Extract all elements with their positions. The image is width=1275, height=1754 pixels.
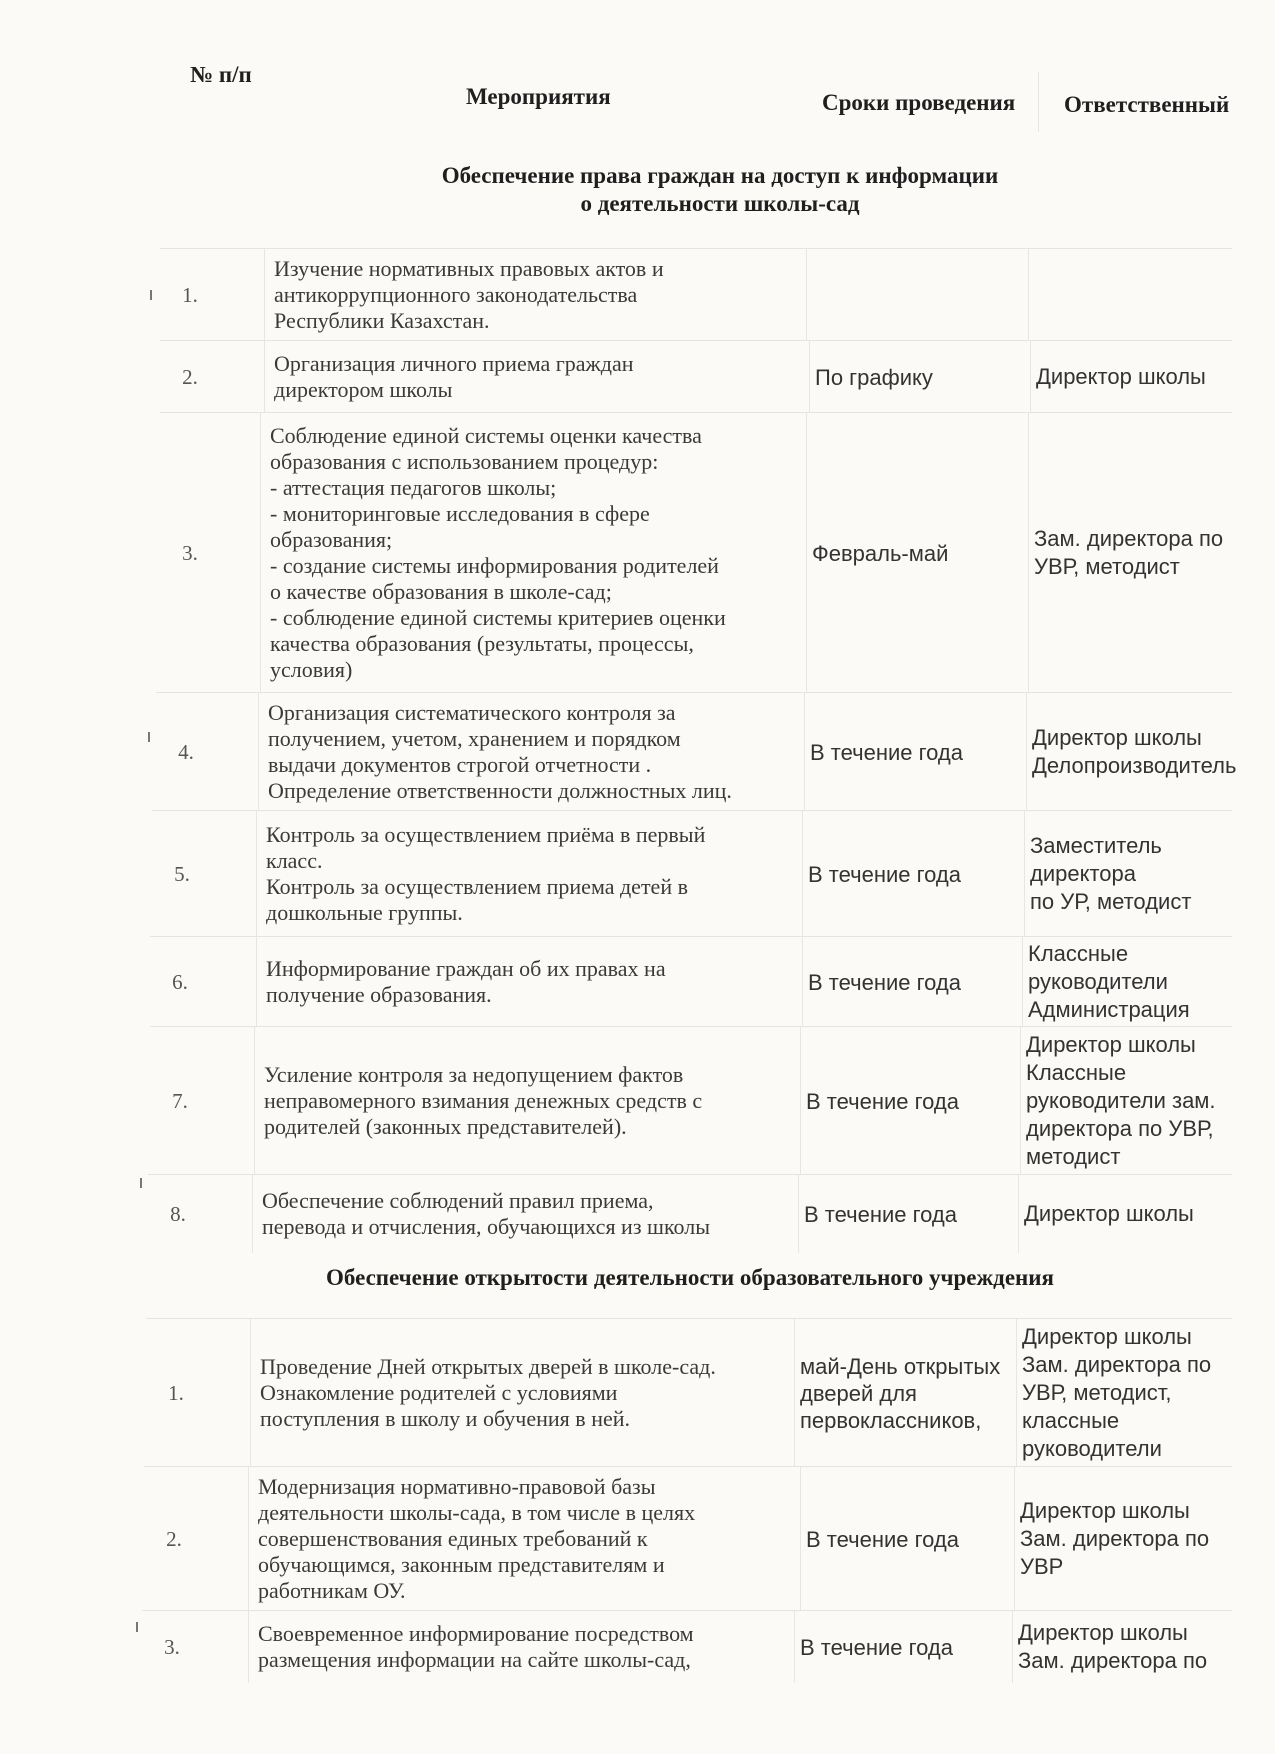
table-row: [142, 1610, 1232, 1683]
header-activity: Мероприятия: [466, 84, 611, 109]
column-divider: [248, 1467, 249, 1611]
table-row: [152, 810, 1232, 937]
column-divider: [1028, 413, 1029, 693]
column-divider: [256, 811, 257, 937]
column-divider: [804, 693, 805, 811]
row-number: 2.: [182, 364, 198, 389]
column-divider: [254, 1027, 255, 1175]
column-divider: [1026, 693, 1027, 811]
row-dates: В течение года: [808, 861, 961, 887]
row-dates: В течение года: [806, 1088, 959, 1114]
column-divider: [806, 249, 807, 341]
header-dates: Cроки проведения: [822, 90, 1016, 115]
scan-mark: [140, 1178, 142, 1188]
column-divider: [794, 1319, 795, 1467]
column-divider: [260, 413, 261, 693]
section-2-title: Обеспечение открытости деятельности образовательного учреждения: [326, 1265, 1054, 1290]
row-responsible: Директор школы: [1024, 1201, 1194, 1226]
table-row: [160, 248, 1232, 341]
header-num: № п/п: [190, 62, 252, 87]
table-row: [150, 936, 1232, 1027]
row-responsible: Директор школы Зам. директора по УВР: [1020, 1498, 1210, 1579]
column-divider: [802, 811, 803, 937]
row-dates: В течение года: [804, 1201, 957, 1227]
scan-mark: [136, 1622, 138, 1632]
column-divider: [256, 937, 257, 1027]
column-divider: [802, 937, 803, 1027]
column-divider: [800, 1027, 801, 1175]
row-number: 1.: [182, 282, 198, 307]
row-activity: Контроль за осуществлением приёма в первый класс. Контроль за осуществлением приема детей в дошкольные группы.: [266, 822, 706, 925]
row-activity: Своевременное информирование посредством размещения информации на сайте школы-сад,: [258, 1621, 694, 1672]
header-divider: [1038, 72, 1039, 132]
row-responsible: Директор школы Классные руководители зам. директора по УВР, методист: [1026, 1032, 1216, 1169]
row-dates: Февраль-май: [812, 540, 949, 566]
row-dates: В течение года: [808, 969, 961, 995]
column-divider: [248, 1611, 249, 1683]
row-number: 2.: [166, 1526, 182, 1551]
row-responsible: Директор школы: [1036, 364, 1206, 389]
row-number: 1.: [168, 1380, 184, 1405]
column-divider: [1022, 937, 1023, 1027]
row-activity: Проведение Дней открытых дверей в школе-сад. Ознакомление родителей с условиями поступления в школу и обучения в ней.: [260, 1354, 716, 1431]
row-activity: Информирование граждан об их правах на получение образования.: [266, 956, 666, 1007]
table-row: [148, 1174, 1232, 1253]
table-row: [160, 340, 1232, 413]
header-responsible: Ответственный: [1064, 92, 1230, 117]
column-divider: [1024, 811, 1025, 937]
table-row: [156, 692, 1237, 811]
row-number: 5.: [174, 861, 190, 886]
column-divider: [250, 1319, 251, 1467]
row-activity: Обеспечение соблюдений правил приема, перевода и отчисления, обучающихся из школы: [262, 1188, 711, 1239]
row-activity: Изучение нормативных правовых актов и антикоррупционного законодательства Республики Казахстан.: [274, 256, 664, 333]
column-divider: [794, 1611, 795, 1683]
table-row: [146, 1318, 1232, 1467]
column-divider: [798, 1175, 799, 1253]
row-number: 3.: [164, 1634, 180, 1659]
row-responsible: Классные руководители Администрация: [1028, 941, 1190, 1022]
column-divider: [252, 1175, 253, 1253]
row-number: 7.: [172, 1088, 188, 1113]
column-divider: [1018, 1175, 1019, 1253]
column-divider: [1028, 249, 1029, 341]
row-responsible: Директор школы Делопроизводитель: [1032, 725, 1237, 778]
table-row: [150, 1026, 1232, 1175]
row-dates: В течение года: [806, 1526, 959, 1552]
row-activity: Усиление контроля за недопущением фактов неправомерного взимания денежных средств с родителей (законных представителей).: [264, 1062, 703, 1139]
row-responsible: Зам. директора по УВР, методист: [1034, 526, 1224, 579]
row-activity: Соблюдение единой системы оценки качества образования с использованием процедур: - аттестация педагогов школы; - мониторинговые исследования в сфере образования; - создание системы информирования родителей о качестве образования в школе-сад; - соблюдение единой системы критериев оценки качества образования (результаты, процессы, условия): [270, 423, 726, 682]
row-number: 3.: [182, 540, 198, 565]
row-number: 6.: [172, 969, 188, 994]
row-activity: Организация систематического контроля за получением, учетом, хранением и порядком выдачи документов строгой отчетности . Определение ответственности должностных лиц.: [268, 700, 732, 803]
column-divider: [258, 693, 259, 811]
column-divider: [264, 249, 265, 341]
row-activity: Модернизация нормативно-правовой базы деятельности школы-сада, в том числе в целях совершенствования единых требований к обучающимся, законным представителям и работникам ОУ.: [258, 1474, 696, 1603]
table-row: [144, 1466, 1232, 1611]
column-divider: [1020, 1027, 1021, 1175]
column-divider: [1030, 341, 1031, 413]
column-divider: [806, 413, 807, 693]
column-divider: [800, 1467, 801, 1611]
row-responsible: Директор школы Зам. директора по: [1018, 1620, 1208, 1673]
column-divider: [1016, 1319, 1017, 1467]
row-number: 8.: [170, 1201, 186, 1226]
row-responsible: Заместитель директора по УР, методист: [1030, 833, 1192, 914]
row-dates: В течение года: [800, 1634, 953, 1660]
scan-mark: [148, 732, 150, 742]
row-dates: В течение года: [810, 739, 963, 765]
row-dates: май-День открытых дверей для первоклассников,: [800, 1353, 1001, 1433]
section-1-title: Обеспечение права граждан на доступ к информации о деятельности школы-сад: [441, 163, 999, 216]
column-divider: [1012, 1611, 1013, 1683]
row-number: 4.: [178, 739, 194, 764]
table-row: [160, 412, 1232, 693]
column-divider: [1014, 1467, 1015, 1611]
row-activity: Организация личного приема граждан директором школы: [274, 351, 634, 402]
column-divider: [264, 341, 265, 413]
row-responsible: Директор школы Зам. директора по УВР, методист, классные руководители: [1022, 1324, 1212, 1461]
column-divider: [809, 341, 810, 413]
row-dates: По графику: [815, 364, 933, 390]
scan-mark: [150, 290, 152, 300]
